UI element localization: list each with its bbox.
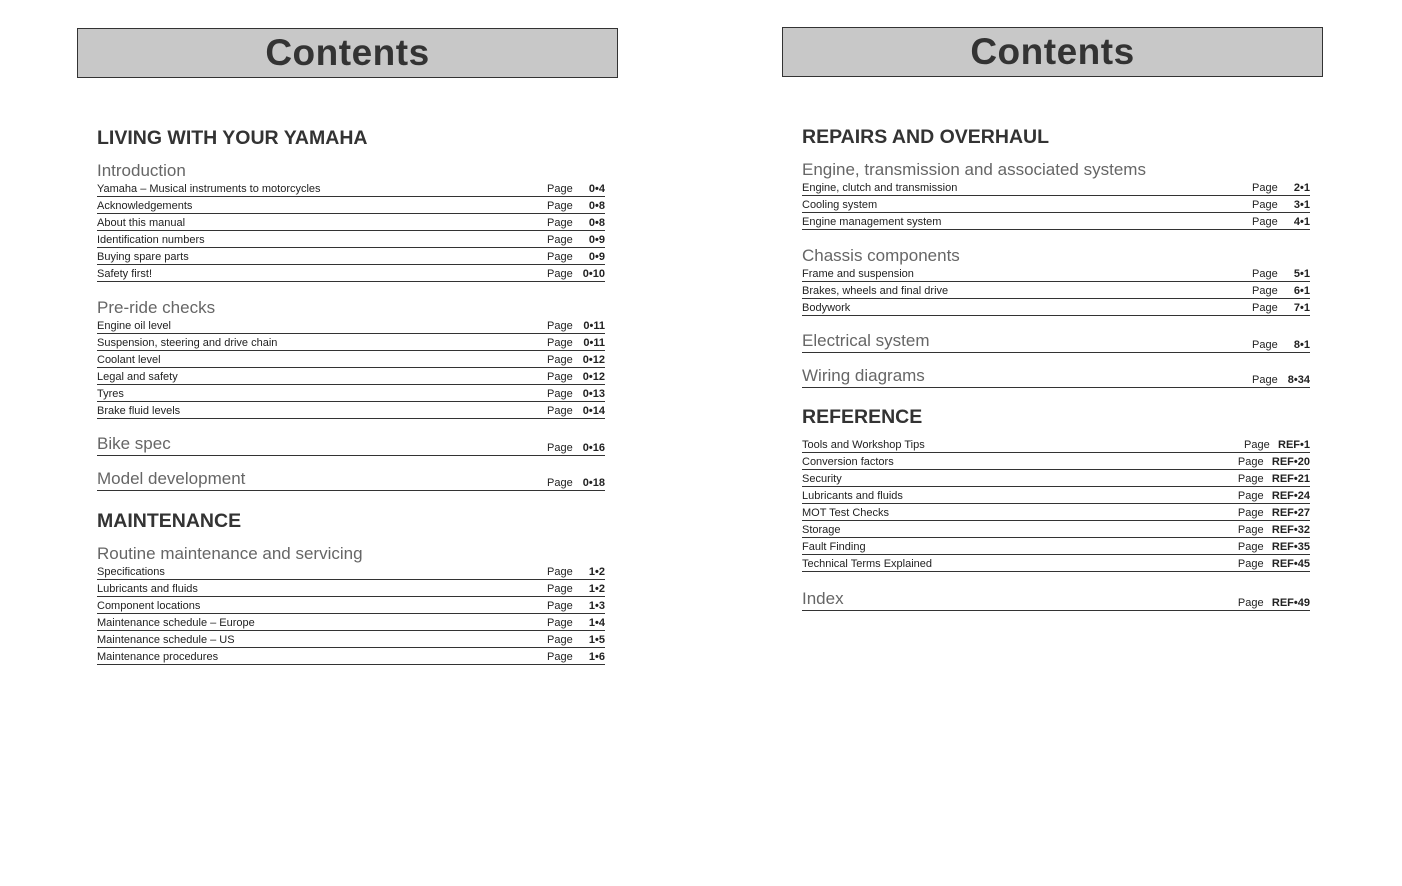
- section-introduction: [97, 161, 605, 282]
- entry-label: Security: [802, 473, 842, 485]
- section-title: Introduction: [97, 161, 186, 180]
- page-number: 0•14: [582, 405, 605, 417]
- toc-entry[interactable]: [97, 648, 605, 665]
- page-number: REF•21: [1271, 473, 1310, 485]
- entry-label: About this manual: [97, 217, 186, 229]
- entry-label: Engine oil level: [97, 320, 171, 332]
- page-number: 0•9: [588, 251, 605, 263]
- page-label: Page: [547, 200, 573, 212]
- toc-entry[interactable]: [802, 487, 1310, 504]
- section-engine: [802, 160, 1310, 230]
- page-number: 0•9: [588, 234, 605, 246]
- toc-entry[interactable]: [97, 368, 605, 385]
- page-number: 2•1: [1293, 182, 1310, 194]
- page-label: Page: [1252, 285, 1278, 297]
- toc-entry[interactable]: [97, 563, 605, 580]
- section-routine: [97, 544, 605, 665]
- page-label: Page: [1237, 490, 1264, 502]
- page-number: 1•4: [588, 617, 605, 629]
- page-label: Page: [547, 217, 573, 229]
- entry-label: Wiring diagrams: [802, 366, 925, 385]
- toc-entry-electrical-system[interactable]: [802, 330, 1310, 353]
- page-label: Page: [1252, 216, 1278, 228]
- entry-label: Tyres: [97, 388, 124, 400]
- toc-left: [97, 125, 605, 665]
- page-label: Page: [547, 371, 573, 383]
- entry-label: Tools and Workshop Tips: [802, 439, 925, 451]
- section-chassis: [802, 246, 1310, 316]
- page-label: Page: [1237, 558, 1264, 570]
- page-label: Page: [547, 651, 573, 663]
- page-number: REF•24: [1271, 490, 1310, 502]
- page-number: 0•8: [588, 200, 605, 212]
- page-number: REF•27: [1271, 507, 1310, 519]
- entry-label: Bodywork: [802, 302, 851, 314]
- page-number: REF•1: [1278, 439, 1310, 451]
- toc-entry[interactable]: [802, 521, 1310, 538]
- entry-label: Identification numbers: [97, 234, 205, 246]
- toc-entry[interactable]: [802, 538, 1310, 555]
- page-label: Page: [547, 354, 573, 366]
- part-heading-maintenance: MAINTENANCE: [97, 510, 242, 532]
- page-number: 8•34: [1287, 374, 1310, 386]
- page-number: 0•12: [582, 354, 605, 366]
- toc-entry-bike-spec[interactable]: [97, 433, 605, 456]
- page-label: Page: [1237, 597, 1264, 609]
- page-number: 0•18: [582, 477, 605, 489]
- page-number: 0•11: [583, 337, 605, 349]
- toc-entry[interactable]: [97, 317, 605, 334]
- entry-label: Brake fluid levels: [97, 405, 181, 417]
- section-title: Chassis components: [802, 246, 960, 265]
- page-label: Page: [547, 183, 573, 195]
- page-number: REF•20: [1271, 456, 1310, 468]
- toc-entry[interactable]: [97, 334, 605, 351]
- page-number: 3•1: [1293, 199, 1310, 211]
- page-number: 0•13: [582, 388, 605, 400]
- entry-label: MOT Test Checks: [802, 507, 890, 519]
- page-number: 4•1: [1293, 216, 1310, 228]
- toc-entry[interactable]: [97, 214, 605, 231]
- page-number: 0•12: [582, 371, 605, 383]
- toc-entry[interactable]: [802, 555, 1310, 572]
- page-label: Page: [1237, 524, 1264, 536]
- entry-label: Lubricants and fluids: [97, 583, 198, 595]
- page-number: REF•35: [1271, 541, 1310, 553]
- toc-entry[interactable]: [97, 402, 605, 419]
- entry-label: Bike spec: [97, 434, 171, 453]
- entry-label: Engine management system: [802, 216, 942, 228]
- entry-label: Maintenance schedule – Europe: [97, 617, 255, 629]
- section-title: Routine maintenance and servicing: [97, 544, 363, 563]
- entry-label: Storage: [802, 524, 841, 536]
- toc-entry[interactable]: [802, 436, 1310, 453]
- page-number: 0•16: [582, 442, 605, 454]
- page-number: REF•49: [1271, 597, 1310, 609]
- toc-entry[interactable]: [97, 580, 605, 597]
- toc-entry[interactable]: [97, 597, 605, 614]
- entry-label: Index: [802, 589, 844, 608]
- page-label: Page: [547, 634, 573, 646]
- entry-label: Lubricants and fluids: [802, 490, 903, 502]
- entry-label: Safety first!: [97, 268, 153, 280]
- entry-label: Model development: [97, 469, 246, 488]
- page-title: Contents: [77, 28, 618, 78]
- page-number: 0•11: [583, 320, 605, 332]
- page-label: Page: [1252, 268, 1278, 280]
- page-label: Page: [1252, 182, 1278, 194]
- section-title: Pre-ride checks: [97, 298, 216, 317]
- toc-entry-wiring-diagrams[interactable]: [802, 365, 1310, 388]
- page-label: Page: [1237, 507, 1264, 519]
- page-label: Page: [547, 388, 573, 400]
- right-page: [705, 0, 1402, 886]
- page-label: Page: [547, 477, 573, 489]
- page-number: 1•2: [588, 566, 605, 578]
- page-number: 6•1: [1293, 285, 1310, 297]
- page-label: Page: [1252, 199, 1278, 211]
- toc-entry[interactable]: [802, 265, 1310, 282]
- toc-entry[interactable]: [802, 179, 1310, 196]
- entry-label: Cooling system: [802, 199, 878, 211]
- section-title: Engine, transmission and associated systems: [802, 160, 1146, 179]
- entry-label: Maintenance schedule – US: [97, 634, 235, 646]
- page-label: Page: [1237, 473, 1264, 485]
- section-reference: [802, 436, 1310, 572]
- toc-entry-index[interactable]: [802, 588, 1310, 611]
- toc-entry[interactable]: [97, 385, 605, 402]
- entry-label: Coolant level: [97, 354, 161, 366]
- toc-right: [802, 124, 1310, 611]
- toc-entry[interactable]: [802, 213, 1310, 230]
- page-number: 0•8: [588, 217, 605, 229]
- toc-entry[interactable]: [97, 265, 605, 282]
- section-preride: [97, 298, 605, 419]
- page-label: Page: [1237, 456, 1264, 468]
- page-label: Page: [547, 234, 573, 246]
- entry-label: Frame and suspension: [802, 268, 914, 280]
- page-label: Page: [1252, 374, 1278, 386]
- page-label: Page: [1252, 339, 1278, 351]
- entry-label: Conversion factors: [802, 456, 894, 468]
- toc-entry[interactable]: [802, 453, 1310, 470]
- page-label: Page: [547, 566, 573, 578]
- toc-entry[interactable]: [97, 197, 605, 214]
- entry-label: Engine, clutch and transmission: [802, 182, 958, 194]
- toc-entry[interactable]: [802, 504, 1310, 521]
- page-label: Page: [547, 442, 573, 454]
- entry-label: Suspension, steering and drive chain: [97, 337, 278, 349]
- entry-label: Maintenance procedures: [97, 651, 219, 663]
- entry-label: Acknowledgements: [97, 200, 193, 212]
- page-number: 0•10: [582, 268, 605, 280]
- entry-label: Component locations: [97, 600, 201, 612]
- part-heading-living: LIVING WITH YOUR YAMAHA: [97, 127, 368, 149]
- page-number: 1•2: [588, 583, 605, 595]
- page-number: REF•45: [1271, 558, 1310, 570]
- page-label: Page: [1237, 541, 1264, 553]
- entry-label: Technical Terms Explained: [802, 558, 933, 570]
- toc-entry[interactable]: [97, 614, 605, 631]
- page-number: 1•3: [588, 600, 605, 612]
- page-label: Page: [1244, 439, 1270, 451]
- part-heading-reference: REFERENCE: [802, 406, 923, 428]
- toc-entry[interactable]: [802, 282, 1310, 299]
- toc-entry[interactable]: [97, 180, 605, 197]
- page-number: 1•6: [588, 651, 605, 663]
- page-label: Page: [547, 251, 573, 263]
- part-heading-repairs: REPAIRS AND OVERHAUL: [802, 126, 1050, 148]
- left-page: [0, 0, 700, 886]
- entry-label: Electrical system: [802, 331, 930, 350]
- entry-label: Fault Finding: [802, 541, 866, 553]
- page-number: 7•1: [1293, 302, 1310, 314]
- toc-entry[interactable]: [802, 196, 1310, 213]
- toc-entry[interactable]: [97, 351, 605, 368]
- entry-label: Specifications: [97, 566, 165, 578]
- toc-entry[interactable]: [97, 231, 605, 248]
- toc-entry[interactable]: [802, 299, 1310, 316]
- page-label: Page: [547, 405, 573, 417]
- page-label: Page: [547, 583, 573, 595]
- page-label: Page: [547, 268, 573, 280]
- page-title: Contents: [782, 27, 1323, 77]
- page-label: Page: [547, 617, 573, 629]
- page-label: Page: [1252, 302, 1278, 314]
- entry-label: Legal and safety: [97, 371, 178, 383]
- page-number: 0•4: [588, 183, 605, 195]
- page-number: REF•32: [1271, 524, 1310, 536]
- page-label: Page: [547, 337, 573, 349]
- page-label: Page: [547, 320, 573, 332]
- toc-entry-model-development[interactable]: [97, 468, 605, 491]
- toc-entry[interactable]: [802, 470, 1310, 487]
- page-number: 1•5: [588, 634, 605, 646]
- entry-label: Yamaha – Musical instruments to motorcycles: [97, 183, 321, 195]
- toc-entry[interactable]: [97, 248, 605, 265]
- entry-label: Buying spare parts: [97, 251, 189, 263]
- page-number: 8•1: [1293, 339, 1310, 351]
- toc-entry[interactable]: [97, 631, 605, 648]
- entry-label: Brakes, wheels and final drive: [802, 285, 949, 297]
- page-number: 5•1: [1293, 268, 1310, 280]
- page-label: Page: [547, 600, 573, 612]
